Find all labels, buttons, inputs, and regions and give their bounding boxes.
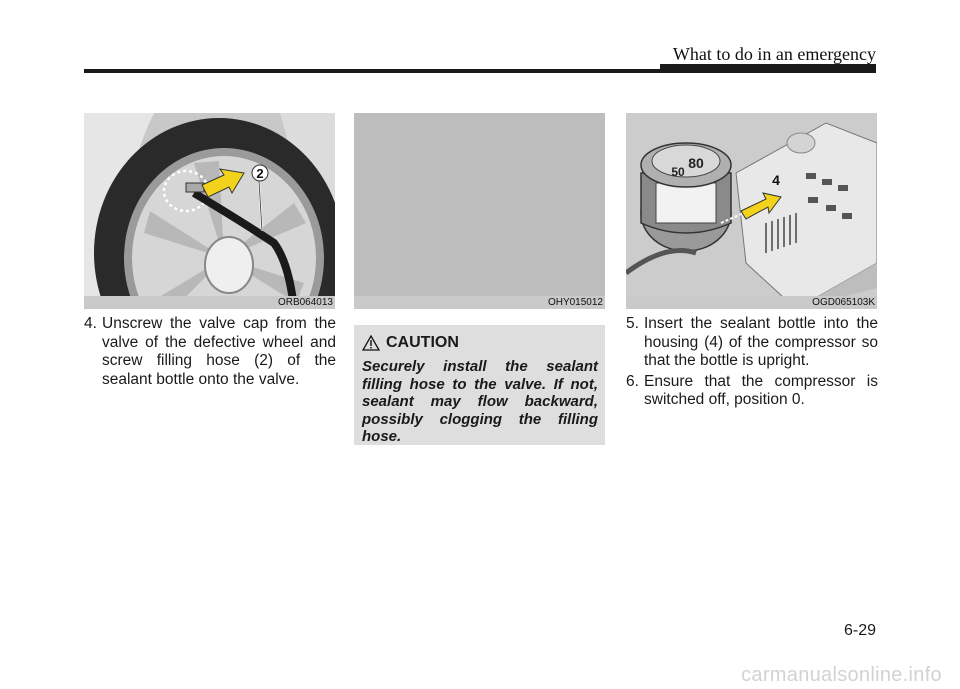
step-text: Insert the sealant bottle into the housing (4) of the compressor so that the bottle is upright. <box>644 315 878 369</box>
warning-icon <box>362 335 380 351</box>
left-steps <box>84 315 336 391</box>
step-number: 5. <box>626 315 639 332</box>
caution-box <box>354 325 605 445</box>
figure-code: OHY015012 <box>547 297 603 308</box>
callout-4: 4 <box>772 172 780 188</box>
compressor-illustration <box>626 113 877 309</box>
figure-blank <box>354 113 605 309</box>
gauge-low: 50 <box>671 165 685 179</box>
section-title: What to do in an emergency <box>672 44 876 64</box>
page-number: 6-29 <box>843 622 876 639</box>
header-rule <box>84 69 876 73</box>
step-number: 4. <box>84 315 97 332</box>
figure-code: OGD065103K <box>812 297 875 308</box>
step-item <box>626 373 878 410</box>
right-steps <box>626 315 878 412</box>
figure-tire-valve <box>84 113 335 309</box>
figure-code: ORB064013 <box>277 297 333 308</box>
caution-text: Securely install the sealant filling hose to the valve. If not, sealant may flow backward, possibly clogging the filling hose. <box>362 358 598 445</box>
step-item <box>84 315 336 389</box>
step-item <box>626 315 878 371</box>
gauge-high: 80 <box>688 155 704 171</box>
step-number: 6. <box>626 372 639 390</box>
watermark: carmanualsonline.info <box>741 664 942 686</box>
step-text: Ensure that the compressor is switched off, position 0. <box>644 372 878 408</box>
callout-2: 2 <box>256 166 264 181</box>
tire-valve-illustration <box>84 113 335 309</box>
caution-title: CAUTION <box>386 334 459 351</box>
step-text: Unscrew the valve cap from the valve of the defective wheel and screw filling hose (2) of the sealant bottle onto the valve. <box>102 315 336 388</box>
figure-compressor <box>626 113 877 309</box>
